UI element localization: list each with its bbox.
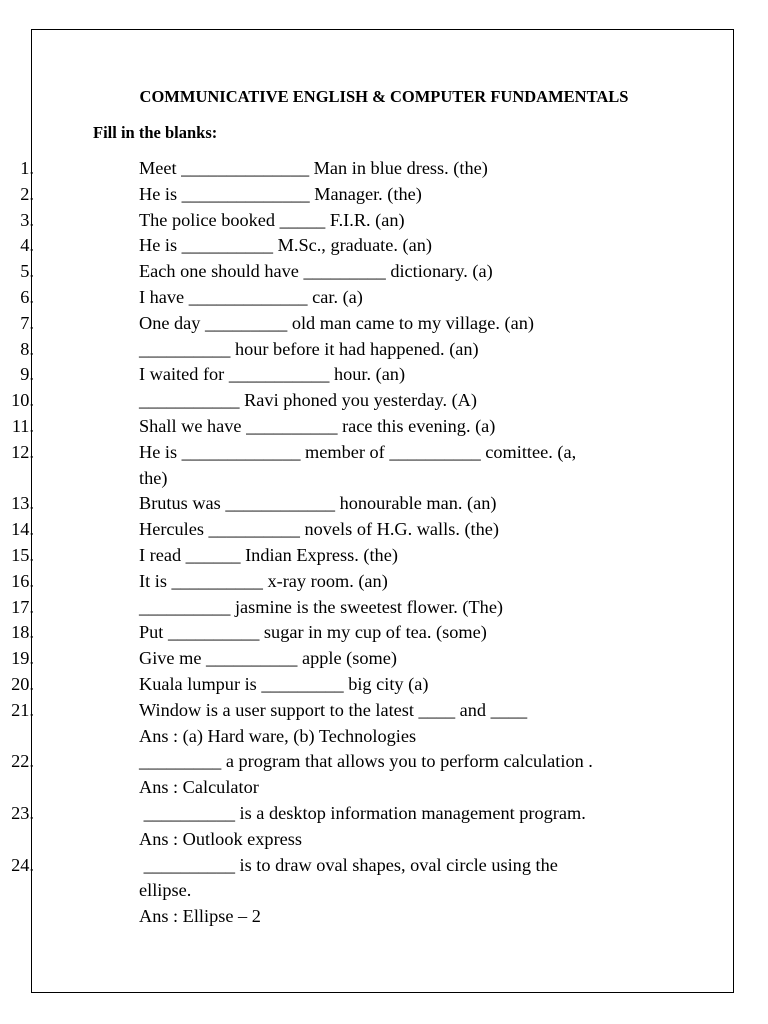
question-text: Brutus was ____________ honourable man. (an) <box>139 493 497 514</box>
question-text: _________ a program that allows you to perform calculation . <box>139 751 593 772</box>
question-number: 20. <box>11 673 34 694</box>
question-text: The police booked _____ F.I.R. (an) <box>139 209 405 230</box>
question-item <box>0 517 669 543</box>
question-text: __________ is a desktop information management program. <box>139 802 586 823</box>
question-text: It is __________ x-ray room. (an) <box>139 570 388 591</box>
question-number: 21. <box>11 699 34 720</box>
question-text: I read ______ Indian Express. (the) <box>139 544 398 565</box>
question-item <box>0 259 669 285</box>
question-number: 10. <box>11 390 34 411</box>
question-text: Meet ______________ Man in blue dress. (the) <box>139 158 488 178</box>
question-item <box>0 414 669 440</box>
question-number: 18. <box>11 622 34 643</box>
question-text: One day _________ old man came to my village. (an) <box>139 312 534 333</box>
question-item <box>0 337 669 363</box>
question-item <box>0 595 669 621</box>
question-number: 22. <box>11 751 34 772</box>
answer-line: Ans : (a) Hard ware, (b) Technologies <box>139 725 417 746</box>
question-item <box>0 646 669 672</box>
question-item <box>0 362 669 388</box>
question-item <box>0 388 669 414</box>
question-number: 11. <box>11 415 34 436</box>
question-text-continuation: the) <box>139 467 168 488</box>
question-text: Each one should have _________ dictionary. (a) <box>139 261 493 282</box>
question-item <box>0 491 669 517</box>
question-item <box>0 156 669 182</box>
question-item <box>0 698 669 750</box>
question-item <box>0 311 669 337</box>
question-number: 5. <box>20 261 34 282</box>
question-text: Put __________ sugar in my cup of tea. (some) <box>139 622 487 643</box>
question-text: __________ is to draw oval shapes, oval circle using the <box>139 854 558 875</box>
question-item <box>0 801 669 853</box>
question-text: Kuala lumpur is _________ big city (a) <box>139 673 429 694</box>
question-text-continuation: ellipse. <box>139 880 192 901</box>
question-number: 24. <box>11 854 34 875</box>
question-item <box>0 182 669 208</box>
question-item <box>0 672 669 698</box>
question-text: Window is a user support to the latest ____ and ____ <box>139 699 528 720</box>
question-number: 13. <box>11 493 34 514</box>
question-text: He is _____________ member of __________ comittee. (a, <box>139 441 577 462</box>
question-text: Hercules __________ novels of H.G. walls. (the) <box>139 519 499 540</box>
section-heading: Fill in the blanks: <box>93 123 218 142</box>
question-item <box>0 233 669 259</box>
answer-line: Ans : Outlook express <box>139 828 302 849</box>
question-item <box>0 749 669 801</box>
question-number: 23. <box>11 802 34 823</box>
question-number: 3. <box>20 209 34 230</box>
question-text: __________ jasmine is the sweetest flower. (The) <box>139 596 504 617</box>
answer-line: Ans : Ellipse – 2 <box>139 906 261 927</box>
question-number: 9. <box>20 364 34 385</box>
question-text: Shall we have __________ race this evening. (a) <box>139 415 496 436</box>
question-number: 19. <box>11 648 34 669</box>
question-number: 1. <box>20 158 34 178</box>
question-item <box>0 620 669 646</box>
question-text: I waited for ___________ hour. (an) <box>139 364 406 385</box>
question-text: I have _____________ car. (a) <box>139 286 363 307</box>
question-item <box>0 543 669 569</box>
question-number: 2. <box>20 183 34 204</box>
question-number: 15. <box>11 544 34 565</box>
question-item <box>0 285 669 311</box>
question-text: He is ______________ Manager. (the) <box>139 183 422 204</box>
question-number: 4. <box>20 235 34 256</box>
question-number: 7. <box>20 312 34 333</box>
question-text: __________ hour before it had happened. (an) <box>139 338 479 359</box>
document-title: COMMUNICATIVE ENGLISH & COMPUTER FUNDAMENTALS <box>139 87 629 106</box>
question-number: 6. <box>20 286 34 307</box>
question-number: 17. <box>11 596 34 617</box>
question-number: 14. <box>11 519 34 540</box>
question-item <box>0 208 669 234</box>
question-number: 8. <box>20 338 34 359</box>
question-number: 16. <box>11 570 34 591</box>
question-number: 12. <box>11 441 34 462</box>
question-item <box>0 440 669 492</box>
answer-line: Ans : Calculator <box>139 777 259 798</box>
question-list <box>0 156 768 930</box>
question-item <box>0 569 669 595</box>
question-text: ___________ Ravi phoned you yesterday. (A) <box>139 390 477 411</box>
question-item <box>0 853 669 930</box>
question-text: Give me __________ apple (some) <box>139 648 397 669</box>
question-text: He is __________ M.Sc., graduate. (an) <box>139 235 432 256</box>
